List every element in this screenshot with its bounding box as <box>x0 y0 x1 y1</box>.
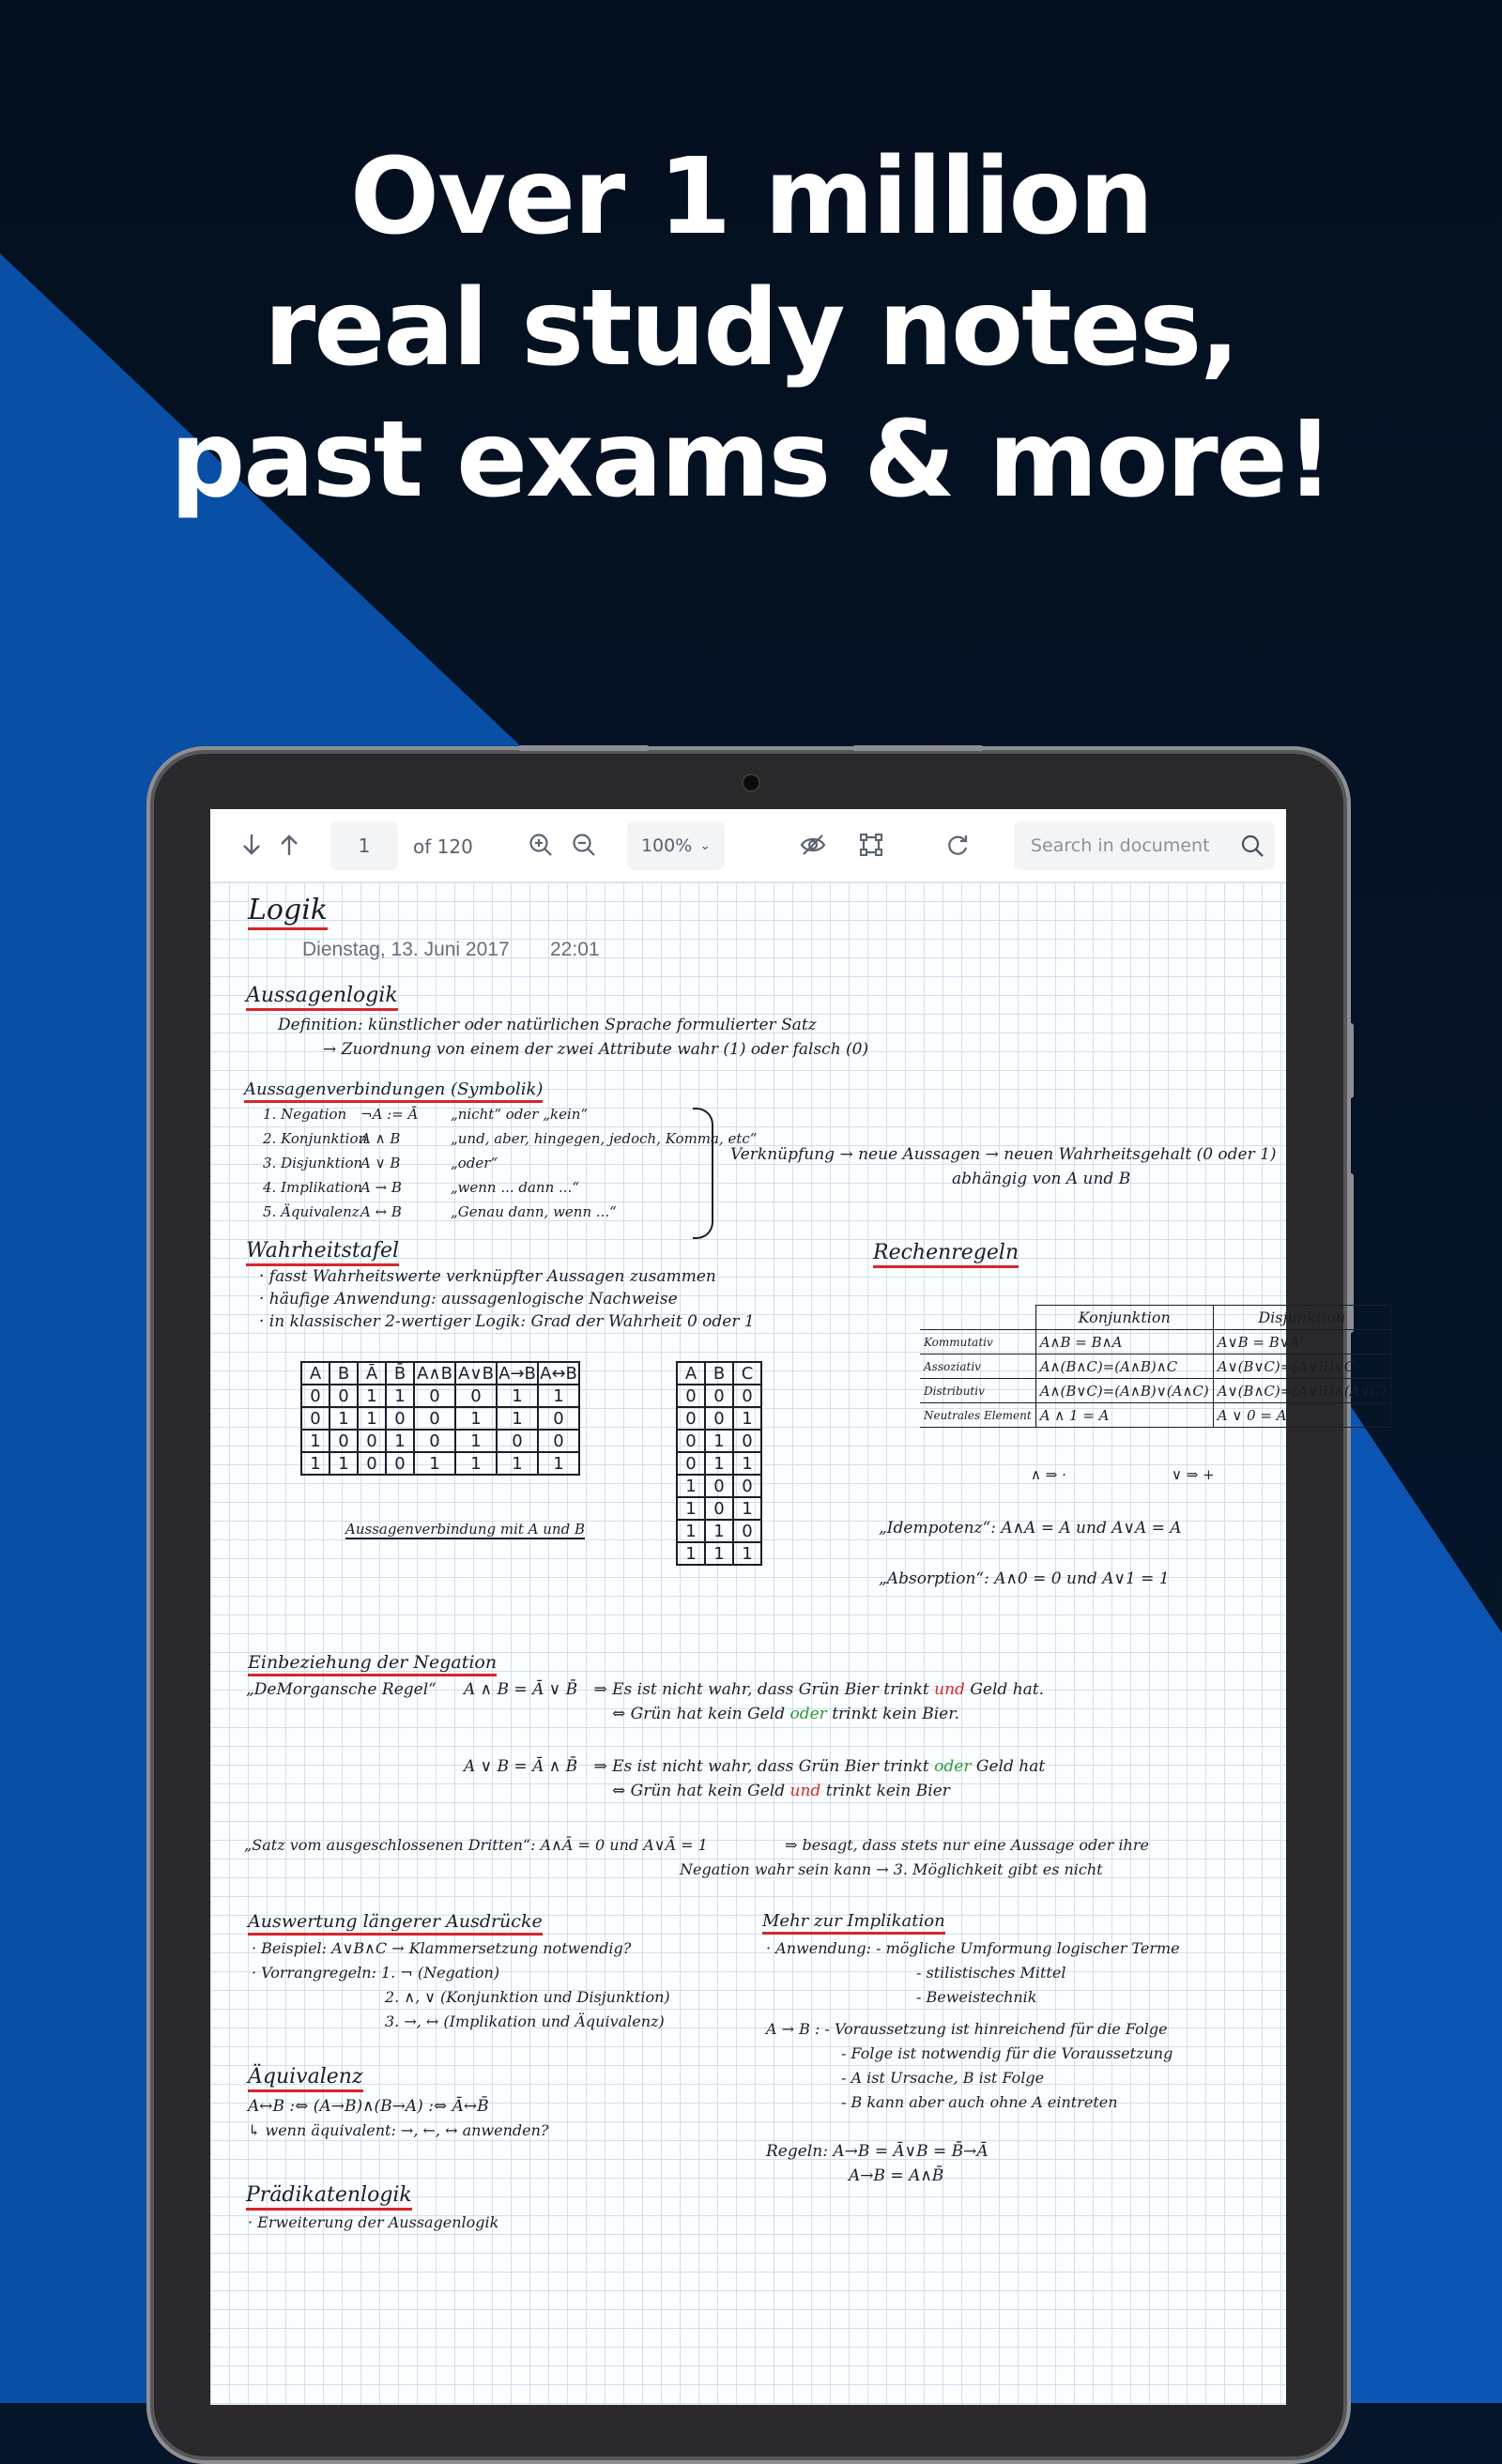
excluded-middle-note-2: Negation wahr sein kann → 3. Möglichkeit gibt es nicht <box>680 1860 1103 1878</box>
table-cell: 0 <box>386 1452 414 1475</box>
rules-row <box>920 1330 1390 1354</box>
excluded-middle: „Satz vom ausgeschlossenen Dritten“: A∧Ā = 0 und A∨Ā = 1 <box>244 1836 708 1854</box>
note-date: Dienstag, 13. Juni 2017 <box>302 939 510 960</box>
table-cell: 1 <box>733 1407 761 1430</box>
zoom-in-icon[interactable] <box>524 828 558 862</box>
table-cell: 0 <box>733 1520 761 1542</box>
document-toolbar <box>210 809 1286 882</box>
table-header-cell: B̄ <box>386 1362 414 1385</box>
table-cell: 0 <box>358 1430 386 1452</box>
keyword-oder: oder <box>934 1757 972 1776</box>
table-cell: 0 <box>705 1385 733 1407</box>
demorgan-label: „DeMorgansche Regel“ <box>246 1680 437 1699</box>
implication-application-2: - stilistisches Mittel <box>916 1964 1066 1982</box>
table-cell: 0 <box>414 1407 455 1430</box>
section-heading: Prädikatenlogik <box>246 2183 412 2211</box>
table-cell: 1 <box>733 1452 761 1475</box>
zoom-out-icon[interactable] <box>567 828 601 862</box>
search-icon[interactable] <box>1239 833 1265 864</box>
explanation-end: trinkt kein Bier. <box>832 1705 959 1723</box>
table-cell: 1 <box>538 1385 579 1407</box>
arrow-up-icon[interactable] <box>272 828 306 862</box>
table-cell: 0 <box>414 1430 455 1452</box>
table-cell: 1 <box>705 1430 733 1452</box>
table-header-cell: A <box>301 1362 330 1385</box>
table-cell: 0 <box>358 1452 386 1475</box>
table-header-cell: A→B <box>497 1362 538 1385</box>
table-cell: 1 <box>733 1542 761 1565</box>
bullet: 2. ∧, ∨ (Konjunktion und Disjunktion) <box>385 1988 670 2006</box>
page-number-input[interactable]: 1 <box>330 821 398 870</box>
demorgan-rule-2 <box>464 1757 1045 1776</box>
zoom-value: 100% <box>640 835 693 856</box>
table-cell: 0 <box>538 1430 579 1452</box>
rules-row-label: Distributiv <box>920 1379 1035 1403</box>
rule-foot-disjunction: ∨ ⇒ + <box>1172 1466 1215 1483</box>
headline-line-3: past exams & more! <box>170 399 1332 521</box>
connective-name: 1. Negation <box>263 1106 347 1123</box>
headline <box>0 131 1502 526</box>
rule-foot-conjunction: ∧ ⇒ · <box>1031 1466 1066 1483</box>
connective-symbol: ¬A := Ā <box>360 1106 419 1123</box>
explanation: ⇔ Grün hat kein Geld <box>612 1705 786 1723</box>
explanation-end: Geld hat <box>975 1757 1046 1776</box>
rules-row-label: Assoziativ <box>920 1354 1035 1379</box>
rotate-icon[interactable] <box>941 828 974 862</box>
demorgan-rule-1 <box>464 1680 1044 1699</box>
connective-symbol: A ↔ B <box>360 1203 402 1220</box>
table-header-cell: A∧B <box>414 1362 455 1385</box>
table-cell: 1 <box>677 1542 705 1565</box>
section-heading: Mehr zur Implikation <box>762 1911 945 1935</box>
table-header-cell: C <box>733 1362 761 1385</box>
explanation-end: trinkt kein Bier <box>825 1782 950 1800</box>
section-heading: Auswertung längerer Ausdrücke <box>248 1911 543 1936</box>
explanation: ⇔ Grün hat kein Geld <box>612 1782 786 1800</box>
truth-table-abc <box>676 1361 762 1566</box>
definition-text-2: → Zuordnung von einem der zwei Attribute wahr (1) oder falsch (0) <box>323 1040 869 1059</box>
table-cell: 0 <box>386 1407 414 1430</box>
table-cell: 1 <box>386 1430 414 1452</box>
table-cell: 0 <box>733 1430 761 1452</box>
zoom-select[interactable] <box>627 821 725 870</box>
demorgan-rule-2-line-2 <box>612 1782 950 1800</box>
rules-cell: A∧(B∧C)=(A∧B)∧C <box>1035 1354 1213 1379</box>
implication-meaning: A → B : - Voraussetzung ist hinreichend für die Folge <box>766 2020 1168 2038</box>
section-heading: Aussagenverbindungen (Symbolik) <box>244 1079 543 1103</box>
bullet: · fasst Wahrheitswerte verknüpfter Aussagen zusammen <box>259 1267 716 1286</box>
rules-cell: A ∨ 0 = A <box>1213 1403 1390 1428</box>
formula: A ∧ B = Ā ∨ B̄ <box>464 1680 578 1699</box>
implication-rules-2: A→B = A∧B̄ <box>849 2166 944 2185</box>
implication-application-3: - Beweistechnik <box>916 1988 1037 2006</box>
note-time: 22:01 <box>550 939 600 960</box>
explanation: ⇒ Es ist nicht wahr, dass Grün Bier trinkt <box>593 1757 929 1776</box>
bullet: · Vorrangregeln: 1. ¬ (Negation) <box>252 1964 500 1982</box>
table-cell: 1 <box>358 1385 386 1407</box>
connective-note: „oder“ <box>451 1155 498 1171</box>
table-header-cell: B <box>330 1362 358 1385</box>
table-cell: 1 <box>677 1475 705 1497</box>
table-row <box>301 1430 579 1452</box>
bullet: · Beispiel: A∨B∧C → Klammersetzung notwendig? <box>252 1939 632 1957</box>
rules-cell: A∧B = B∧A <box>1035 1330 1213 1354</box>
implication-application: · Anwendung: - mögliche Umformung logischer Terme <box>766 1939 1180 1957</box>
brace <box>693 1108 713 1239</box>
table-row <box>677 1452 761 1475</box>
equivalence-note: ↳ wenn äquivalent: →, ←, ↔ anwenden? <box>248 2121 549 2139</box>
excluded-middle-note: ⇒ besagt, dass stets nur eine Aussage oder ihre <box>785 1836 1149 1854</box>
formula: A ∨ B = Ā ∧ B̄ <box>464 1757 578 1776</box>
connective-symbol: A ∧ B <box>360 1130 401 1147</box>
eye-off-icon[interactable] <box>796 828 830 862</box>
section-heading: Wahrheitstafel <box>246 1239 399 1266</box>
table-cell: 0 <box>538 1407 579 1430</box>
brace-note: Verknüpfung → neue Aussagen → neuen Wahrheitsgehalt (0 oder 1) <box>730 1145 1277 1164</box>
rules-cell: A∨(B∨C)=(A∨B)∨C <box>1213 1354 1390 1379</box>
table-cell: 0 <box>733 1385 761 1407</box>
table-cell: 1 <box>301 1452 330 1475</box>
table-cell: 0 <box>301 1385 330 1407</box>
table-cell: 0 <box>677 1452 705 1475</box>
table-cell: 0 <box>677 1407 705 1430</box>
connective-symbol: A ∨ B <box>360 1155 401 1171</box>
rules-corner <box>920 1306 1035 1330</box>
table-cell: 0 <box>301 1407 330 1430</box>
table-cell: 0 <box>677 1385 705 1407</box>
table-header-row <box>677 1362 761 1385</box>
table-cell: 1 <box>330 1407 358 1430</box>
equivalence-rule: A↔B :⇔ (A→B)∧(B→A) :⇔ Ā↔B̄ <box>248 2097 489 2116</box>
table-row <box>677 1520 761 1542</box>
rules-header-row <box>920 1306 1390 1330</box>
table-cell: 1 <box>386 1385 414 1407</box>
table-row <box>301 1407 579 1430</box>
page-total: of 120 <box>413 835 473 858</box>
table-row <box>301 1452 579 1475</box>
section-heading: Äquivalenz <box>248 2065 363 2092</box>
explanation-end: Geld hat. <box>970 1680 1045 1699</box>
table-row <box>677 1497 761 1520</box>
implication-rules: Regeln: A→B = Ā∨B = B̄→Ā <box>766 2142 989 2161</box>
table-cell: 1 <box>358 1407 386 1430</box>
keyword-oder: oder <box>789 1705 827 1723</box>
table-header-cell: A∨B <box>455 1362 497 1385</box>
rules-header-cell: Konjunktion <box>1035 1306 1213 1330</box>
keyword-und: und <box>934 1680 965 1699</box>
section-heading: Rechenregeln <box>873 1241 1019 1268</box>
table-row <box>301 1385 579 1407</box>
table-cell: 1 <box>301 1430 330 1452</box>
chevron-down-icon: ⌄ <box>699 838 712 853</box>
connective-note: „und, aber, hingegen, jedoch, Komma, etc“ <box>451 1130 758 1147</box>
brace-note-2: abhängig von A und B <box>952 1170 1131 1188</box>
connective-name: 4. Implikation <box>263 1179 362 1196</box>
table-cell: 1 <box>705 1542 733 1565</box>
table-cell: 0 <box>497 1430 538 1452</box>
bullet: · in klassischer 2-wertiger Logik: Grad der Wahrheit 0 oder 1 <box>259 1312 755 1331</box>
crop-icon[interactable] <box>854 828 888 862</box>
truth-table-caption: Aussagenverbindung mit A und B <box>345 1521 585 1538</box>
table-cell: 0 <box>733 1475 761 1497</box>
bullet: 3. →, ↔ (Implikation und Äquivalenz) <box>385 2013 665 2030</box>
rules-cell: A∨(B∧C)=(A∨B)∧(A∨C) <box>1213 1379 1390 1403</box>
connective-name: 2. Konjunktion <box>263 1130 368 1147</box>
connective-note: „nicht“ oder „kein“ <box>451 1106 589 1123</box>
definition-text: Definition: künstlicher oder natürlichen Sprache formulierter Satz <box>278 1016 817 1034</box>
rules-row-label: Neutrales Element <box>920 1403 1035 1428</box>
connective-note: „wenn ... dann ...“ <box>451 1179 579 1196</box>
table-header-cell: Ā <box>358 1362 386 1385</box>
tablet-side-button <box>1348 1023 1354 1098</box>
table-row <box>677 1475 761 1497</box>
implication-meaning-3: - A ist Ursache, B ist Folge <box>841 2069 1045 2087</box>
section-heading: Aussagenlogik <box>246 984 398 1011</box>
search-field[interactable] <box>1014 821 1275 870</box>
connective-name: 5. Äquivalenz <box>263 1203 360 1220</box>
rules-row-label: Kommutativ <box>920 1330 1035 1354</box>
table-header-cell: A <box>677 1362 705 1385</box>
absorption: „Absorption“: A∧0 = 0 und A∨1 = 1 <box>879 1569 1170 1588</box>
document-page <box>210 882 1387 2405</box>
front-camera <box>743 775 759 790</box>
table-cell: 1 <box>414 1452 455 1475</box>
arrow-down-icon[interactable] <box>235 828 268 862</box>
table-cell: 1 <box>330 1452 358 1475</box>
explanation: ⇒ Es ist nicht wahr, dass Grün Bier trinkt <box>593 1680 929 1699</box>
implication-meaning-4: - B kann aber auch ohne A eintreten <box>841 2093 1118 2111</box>
table-cell: 1 <box>497 1452 538 1475</box>
bullet: · Erweiterung der Aussagenlogik <box>248 2213 499 2231</box>
tablet-top-button <box>518 745 650 751</box>
search-input[interactable] <box>1031 821 1228 870</box>
table-cell: 1 <box>497 1385 538 1407</box>
table-row <box>677 1407 761 1430</box>
connective-name: 3. Disjunktion <box>263 1155 363 1171</box>
table-cell: 1 <box>677 1520 705 1542</box>
tablet-screen <box>210 809 1387 2405</box>
table-cell: 0 <box>705 1475 733 1497</box>
table-cell: 0 <box>705 1407 733 1430</box>
headline-line-1: Over 1 million <box>349 136 1153 258</box>
table-cell: 1 <box>733 1497 761 1520</box>
implication-meaning-2: - Folge ist notwendig für die Voraussetzung <box>841 2044 1173 2062</box>
rules-cell: A∨B = B∨A <box>1213 1330 1390 1354</box>
table-cell: 1 <box>497 1407 538 1430</box>
rules-cell: A ∧ 1 = A <box>1035 1403 1213 1428</box>
headline-line-2: real study notes, <box>264 268 1238 390</box>
rules-row <box>920 1403 1390 1428</box>
table-header-cell: B <box>705 1362 733 1385</box>
table-cell: 0 <box>705 1497 733 1520</box>
rules-row <box>920 1354 1390 1379</box>
keyword-und: und <box>789 1782 821 1800</box>
idempotenz: „Idempotenz“: A∧A = A und A∨A = A <box>879 1519 1182 1538</box>
table-cell: 0 <box>677 1430 705 1452</box>
table-cell: 1 <box>455 1452 497 1475</box>
connective-symbol: A → B <box>360 1179 402 1196</box>
table-cell: 0 <box>330 1385 358 1407</box>
table-row <box>677 1385 761 1407</box>
table-cell: 1 <box>705 1520 733 1542</box>
table-cell: 0 <box>455 1385 497 1407</box>
tablet-top-button-2 <box>852 745 984 751</box>
table-cell: 1 <box>705 1452 733 1475</box>
connective-note: „Genau dann, wenn ...“ <box>451 1203 617 1220</box>
rules-cell: A∧(B∨C)=(A∧B)∨(A∧C) <box>1035 1379 1213 1403</box>
rules-table <box>920 1305 1391 1428</box>
table-row <box>677 1430 761 1452</box>
section-heading: Einbeziehung der Negation <box>248 1652 497 1676</box>
table-cell: 1 <box>538 1452 579 1475</box>
truth-table-ab <box>300 1361 580 1476</box>
page-title: Logik <box>248 894 328 930</box>
table-cell: 1 <box>677 1497 705 1520</box>
table-header-row <box>301 1362 579 1385</box>
table-cell: 1 <box>455 1430 497 1452</box>
table-cell: 0 <box>414 1385 455 1407</box>
table-row <box>677 1542 761 1565</box>
demorgan-rule-1-line-2 <box>612 1705 959 1723</box>
rules-row <box>920 1379 1390 1403</box>
table-cell: 1 <box>455 1407 497 1430</box>
bullet: · häufige Anwendung: aussagenlogische Nachweise <box>259 1290 678 1309</box>
rules-header-cell: Disjunktion <box>1213 1306 1390 1330</box>
table-header-cell: A↔B <box>538 1362 579 1385</box>
table-cell: 0 <box>330 1430 358 1452</box>
